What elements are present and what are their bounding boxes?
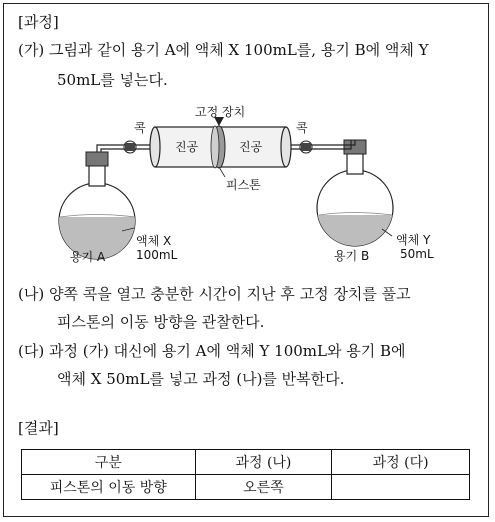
flask-a xyxy=(58,152,138,261)
result-table xyxy=(21,449,470,500)
step-ga-line1: (가) 그림과 같이 용기 A에 액체 X 100mL를, 용기 B에 액체 Y xyxy=(18,41,429,59)
valve-right-icon xyxy=(300,141,312,153)
valve-right-label: 콕 xyxy=(296,121,308,135)
table-cell xyxy=(332,475,470,500)
valve-left-label: 콕 xyxy=(134,121,146,135)
step-da-line2: 액체 X 50mL를 넣고 과정 (나)를 반복한다. xyxy=(57,370,345,388)
process-heading: [과정] xyxy=(18,13,59,31)
liquid-y-volume: 50mL xyxy=(400,247,434,261)
valve-left-icon xyxy=(124,141,136,153)
liquid-x-label: 액체 X xyxy=(136,234,172,248)
vacuum-right-label: 진공 xyxy=(239,140,263,154)
container-a-label: 용기 A xyxy=(70,250,106,264)
piston xyxy=(211,126,225,168)
table-header-row xyxy=(22,450,470,475)
step-ga-line2: 50mL를 넣는다. xyxy=(57,71,168,89)
flask-b xyxy=(316,140,396,255)
table-header-cell: 구분 xyxy=(22,450,196,475)
piston-label: 피스톤 xyxy=(226,178,261,192)
liquid-y-label: 액체 Y xyxy=(396,233,431,247)
table-cell: 오른쪽 xyxy=(195,475,332,500)
fixing-device-label: 고정 장치 xyxy=(195,105,246,119)
table-header-cell: 과정 (나) xyxy=(195,450,332,475)
result-heading: [결과] xyxy=(18,419,59,437)
vacuum-left-label: 진공 xyxy=(175,140,199,154)
step-na-line1: (나) 양쪽 콕을 열고 충분한 시간이 지난 후 고정 장치를 풀고 xyxy=(18,285,411,303)
step-na-line2: 피스톤의 이동 방향을 관찰한다. xyxy=(57,313,265,331)
table-header-cell: 과정 (다) xyxy=(332,450,470,475)
container-b-label: 용기 B xyxy=(334,249,370,263)
table-row xyxy=(22,475,470,500)
step-da-line1: (다) 과정 (가) 대신에 용기 A에 액체 Y 100mL와 용기 B에 xyxy=(18,342,406,360)
table-cell: 피스톤의 이동 방향 xyxy=(22,475,196,500)
liquid-x-volume: 100mL xyxy=(136,248,178,262)
